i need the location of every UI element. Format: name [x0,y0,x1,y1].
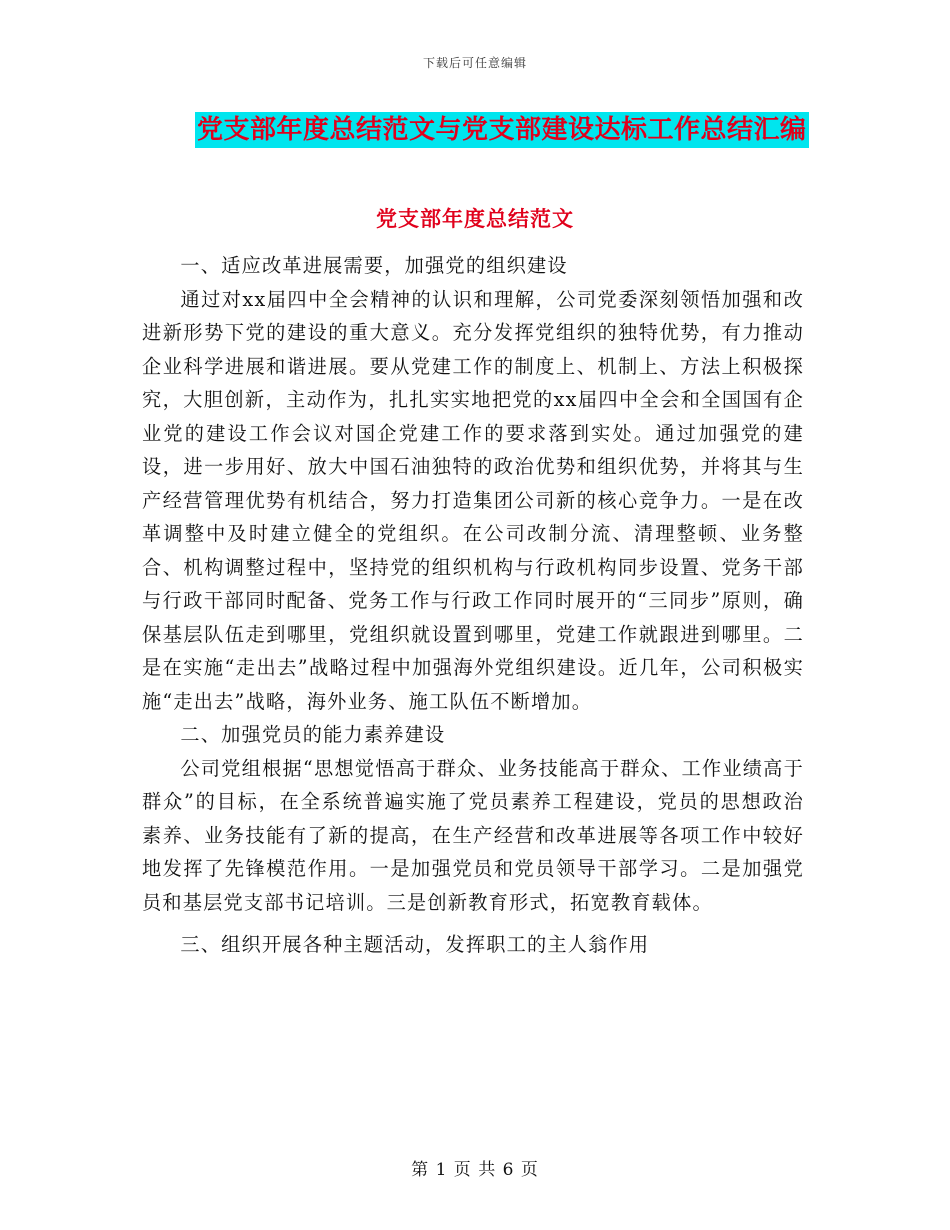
paragraph-section-1: 通过对xx届四中全会精神的认识和理解，公司党委深刻领悟加强和改进新形势下党的建设的重大意义。充分发挥党组织的独特优势，有力推动企业科学进展和谐进展。要从党建工作的制度上、机制上、方法上积极探究，大胆创新，主动作为，扎扎实实地把党的xx届四中全会和全国国有企业党的建设工作会议对国企党建工作的要求落到实处。通过加强党的建设，进一步用好、放大中国石油独特的政治优势和组织优势，并将其与生产经营管理优势有机结合，努力打造集团公司新的核心竞争力。一是在改革调整中及时建立健全的党组织。在公司改制分流、清理整顿、业务整合、机构调整过程中，坚持党的组织机构与行政机构同步设置、党务干部与行政干部同时配备、党务工作与行政工作同时展开的“三同步”原则，确保基层队伍走到哪里，党组织就设置到哪里，党建工作就跟进到哪里。二是在实施“走出去”战略过程中加强海外党组织建设。近几年，公司积极实施“走出去”战略，海外业务、施工队伍不断增加。 [142,287,804,713]
heading-section-1: 一、适应改革进展需要，加强党的组织建设 [180,254,568,277]
document-title: 党支部年度总结范文与党支部建设达标工作总结汇编 [195,112,809,148]
document-body [142,249,804,962]
heading-section-2: 二、加强党员的能力素养建设 [180,723,446,746]
heading-section-3: 三、组织开展各种主题活动，发挥职工的主人翁作用 [180,933,650,956]
page-number: 第 1 页 共 6 页 [411,1160,539,1180]
download-note: 下载后可任意编辑 [422,56,527,70]
section-title: 党支部年度总结范文 [376,206,574,231]
paragraph-section-2: 公司党组根据“思想觉悟高于群众、业务技能高于群众、工作业绩高于群众”的目标，在全系统普遍实施了党员素养工程建设，党员的思想政治素养、业务技能有了新的提高，在生产经营和改革进展等各项工作中较好地发挥了先锋模范作用。一是加强党员和党员领导干部学习。二是加强党员和基层党支部书记培训。三是创新教育形式，拓宽教育载体。 [142,756,804,914]
